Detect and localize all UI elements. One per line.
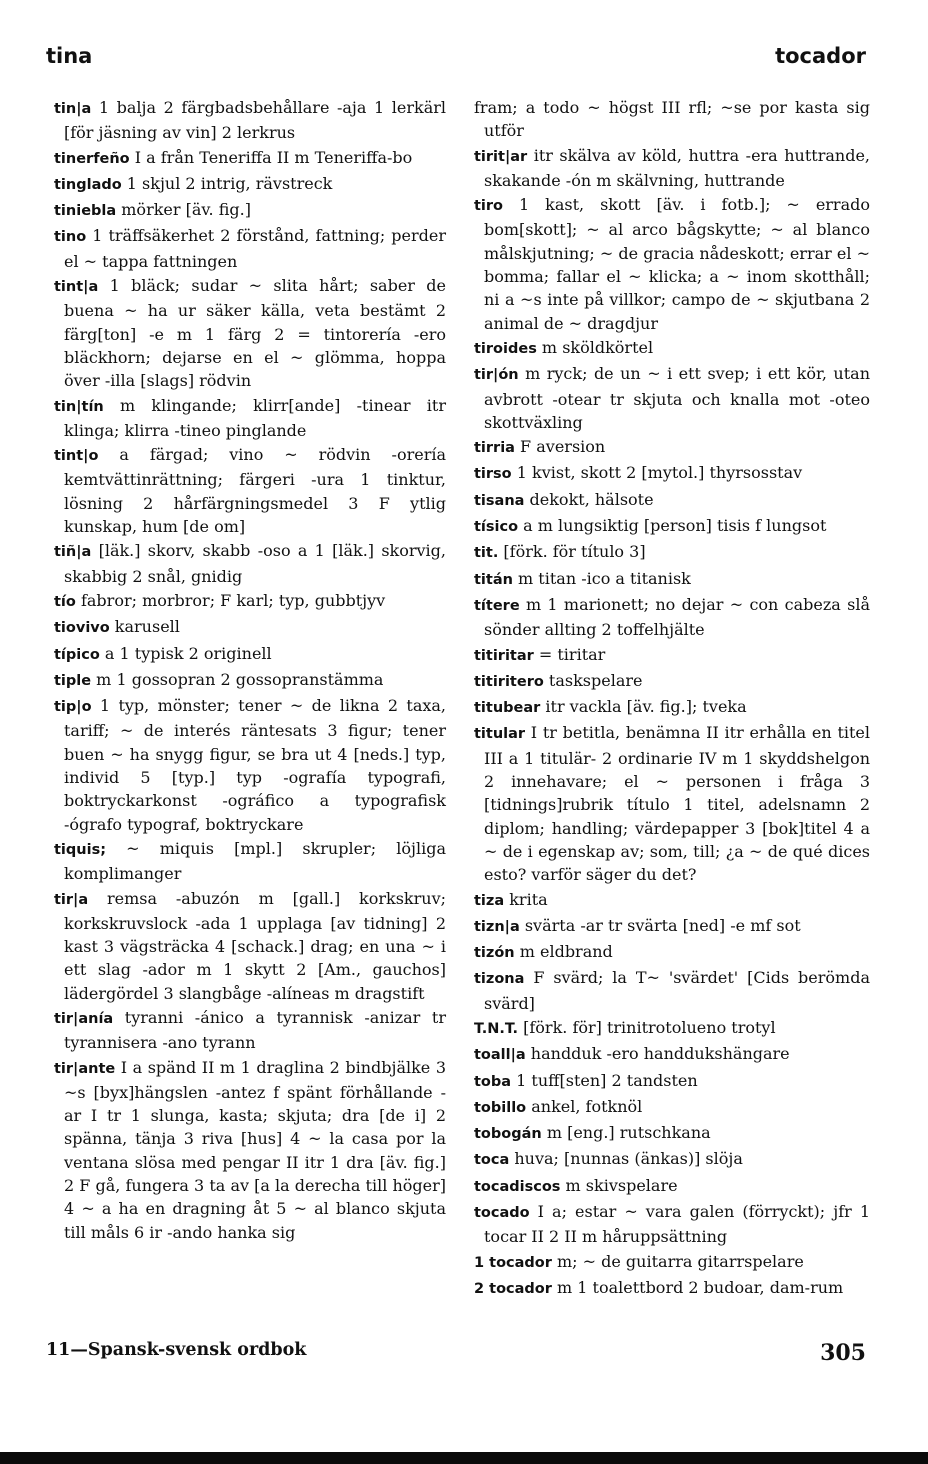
page-number: 305 (820, 1340, 866, 1366)
dictionary-entry (54, 224, 446, 273)
column-left (54, 96, 446, 1245)
dictionary-entry (474, 144, 870, 193)
dictionary-entry (54, 887, 446, 1005)
entry-definition: ankel, fotknöl (526, 1096, 643, 1116)
dictionary-entry (54, 589, 446, 614)
entry-definition: I tr betitla, benämna II itr erhålla en titel III a 1 titulär- 2 ordinarie IV m 1 skyddshelgon 2 innehavare; el ~ personen i fråga 3 [tidnings]rubrik título 1 titel, adelsnamn 2 diplom; handling; värdepapper 3 [bok]titel 4 a ~ de i egenskap av; som, till; ¿a ~ de qué dices esto? varför säger du det? (484, 723, 870, 885)
dictionary-entry (54, 146, 446, 171)
entry-definition: m sköldkörtel (536, 337, 654, 357)
dictionary-entry (474, 1200, 870, 1249)
entry-definition: itr skälva av köld, huttra -era huttrande, skakande -ón m skälvning, huttrande (484, 145, 870, 190)
dictionary-entry (474, 1069, 870, 1094)
dictionary-entry (474, 1121, 870, 1146)
entry-definition: huva; [nunnas (änkas)] slöja (509, 1149, 743, 1169)
entry-definition: a m lungsiktig [person] tisis f lungsot (518, 516, 827, 536)
entry-headword: tinerfeño (54, 150, 130, 167)
entry-definition: m skivspelare (560, 1175, 678, 1195)
entry-definition: 1 skjul 2 intrig, rävstreck (121, 173, 333, 193)
entry-definition: a 1 typisk 2 originell (99, 643, 272, 663)
entry-headword: tirria (474, 440, 515, 457)
dictionary-entry (474, 567, 870, 592)
entry-definition: m 1 marionett; no dejar ~ con cabeza slå sönder allting 2 toffelhjälte (484, 594, 870, 640)
entry-headword: tir|ón (474, 367, 519, 384)
column-right (474, 96, 870, 1302)
entry-definition: = tiritar (533, 644, 606, 664)
entry-headword: tip|o (54, 699, 92, 716)
dictionary-entry (474, 1250, 870, 1275)
entry-headword: tiza (474, 892, 505, 909)
dictionary-entry (474, 1095, 870, 1120)
entry-headword: títere (474, 597, 520, 614)
entry-definition: F svärd; la T~ 'svärdet' [Cids berömda svärd] (484, 968, 870, 1013)
dictionary-entry (474, 1276, 870, 1301)
entry-definition: a färgad; vino ~ rödvin -orería kemtvättinrättning; färgeri -ura 1 tinktur, lösning 2 hårfärgningsmedel 3 F ytlig kunskap, hum [de om] (64, 445, 446, 537)
entry-headword: tiñ|a (54, 544, 92, 561)
entry-definition: 1 träffsäkerhet 2 förstånd, fattning; perder el ~ tappa fattningen (64, 226, 446, 271)
entry-headword: tint|a (54, 279, 99, 296)
entry-headword: tiniebla (54, 203, 117, 220)
entry-headword: titiritar (474, 647, 534, 664)
entry-headword: tiquis; (54, 841, 107, 858)
dictionary-entry (474, 966, 870, 1015)
entry-definition: 1 kvist, skott 2 [mytol.] thyrsosstav (511, 463, 803, 483)
running-head-left: tina (46, 44, 93, 68)
entry-definition: I a spänd II m 1 draglina 2 bindbjälke 3 ~s [byx]hängslen -antez f spänt förhållande -ar I tr 1 slunga, kasta; skjuta; dra [de i] 2 spänna, tänja 3 riva [hus] 4 ~ la casa por la ventana slösa med pengar II itr 1 dra [äv. fig.] 2 F gå, fungera 3 ta av [a la derecha till höger] 4 ~ a ha en dragning åt 5 ~ al blanco skjuta till måls 6 ir -ando hanka sig (64, 1057, 446, 1242)
dictionary-entry (474, 940, 870, 965)
entry-headword: tizn|a (474, 918, 520, 935)
entry-definition: handduk -ero handdukshängare (525, 1044, 790, 1064)
dictionary-entry (54, 694, 446, 836)
dictionary-entry (474, 721, 870, 886)
entry-headword: tísico (474, 519, 519, 536)
entry-headword: tino (54, 229, 87, 246)
entry-headword: toca (474, 1152, 510, 1169)
entry-headword: tir|ante (54, 1060, 116, 1077)
dictionary-entry (474, 362, 870, 434)
dictionary-entry (474, 695, 870, 720)
entry-headword: T.N.T. (474, 1020, 519, 1037)
entry-definition: krita (504, 889, 548, 909)
entry-headword: tobogán (474, 1126, 542, 1143)
dictionary-entry (474, 914, 870, 939)
dictionary-entry (474, 669, 870, 694)
entry-headword: tir|a (54, 891, 89, 908)
entry-headword: tiro (474, 198, 504, 215)
entry-headword: titán (474, 571, 513, 588)
entry-definition: m 1 gossopran 2 gossopranstämma (91, 669, 384, 689)
dictionary-entry (54, 96, 446, 145)
dictionary-entry (54, 274, 446, 392)
entry-headword: toall|a (474, 1047, 526, 1064)
dictionary-entry (474, 643, 870, 668)
entry-headword: tiovivo (54, 620, 110, 637)
entry-definition: m [eng.] rutschkana (541, 1123, 711, 1143)
entry-headword: tizona (474, 971, 525, 988)
entry-headword: titubear (474, 700, 541, 717)
dictionary-entry (474, 1042, 870, 1067)
dictionary-entry (54, 539, 446, 588)
dictionary-entry (54, 394, 446, 443)
dictionary-entry (54, 1056, 446, 1244)
dictionary-entry (474, 1174, 870, 1199)
entry-definition: 1 tuff[sten] 2 tandsten (511, 1070, 698, 1090)
entry-headword: tizón (474, 945, 515, 962)
entry-headword: toba (474, 1073, 512, 1090)
entry-headword: 2 tocador (474, 1280, 552, 1297)
dictionary-entry (474, 888, 870, 913)
entry-definition: m 1 toalettbord 2 budoar, dam-rum (551, 1277, 844, 1297)
entry-headword: tirit|ar (474, 148, 528, 165)
entry-definition: remsa -abuzón m [gall.] korkskruv; korkskruvslock -ada 1 upplaga [av tidning] 2 kast 3 vägsträcka 4 [schack.] drag; en una ~ i ett slag -ador m 1 skytt 2 [Am., gauchos] lädergördel 3 slangbåge -alíneas m dragstift (64, 888, 446, 1003)
dictionary-entry (54, 443, 446, 538)
dictionary-entry (474, 488, 870, 513)
entry-definition: 1 typ, mönster; tener ~ de likna 2 taxa, tariff; ~ de interés räntesats 3 figur; tener buen ~ ha snygg figur, se bra ut 4 [neds.] typ, individ 5 [typ.] typ -ografía typografi, boktryckarkonst -ográfico a typografisk -ógrafo typograf, boktryckare (64, 696, 446, 834)
dictionary-entry (54, 837, 446, 886)
footer-book-title: 11—Spansk-svensk ordbok (46, 1340, 307, 1360)
dictionary-entry (54, 615, 446, 640)
entry-headword: 1 tocador (474, 1254, 552, 1271)
dictionary-entry (54, 668, 446, 693)
entry-definition: m ryck; de un ~ i ett svep; i ett kör, utan avbrott -otear tr skjuta och knalla mot -oteo skottväxling (484, 364, 870, 432)
running-head-right: tocador (775, 44, 866, 68)
entry-headword: típico (54, 646, 100, 663)
dictionary-entry (474, 1147, 870, 1172)
entry-headword: titiritero (474, 673, 544, 690)
entry-headword: tiple (54, 672, 92, 689)
dictionary-entry (474, 593, 870, 642)
dictionary-entry (54, 642, 446, 667)
dictionary-entry (474, 193, 870, 335)
entry-headword: tint|o (54, 448, 99, 465)
entry-definition: 1 kast, skott [äv. i fotb.]; ~ errado bom[skott]; ~ al arco bågskytte; ~ al blanco målskjutning; ~ de gracia nådeskott; errar el ~ bomma; fallar el ~ klicka; a ~ inom skotthåll; ni a ~s inte på villkor; campo de ~ skjutbana 2 animal de ~ dragdjur (484, 195, 870, 333)
entry-headword: tit. (474, 545, 499, 562)
entry-definition: tyranni -ánico a tyrannisk -anizar tr tyrannisera -ano tyrann (64, 1007, 446, 1053)
entry-definition: karusell (109, 617, 180, 637)
entry-headword: tocadiscos (474, 1178, 561, 1195)
entry-definition: [förk. för título 3] (498, 542, 646, 562)
dictionary-entry (474, 461, 870, 486)
entry-definition: [läk.] skorv, skabb -oso a 1 [läk.] skorvig, skabbig 2 snål, gnidig (64, 541, 446, 586)
entry-definition: 1 balja 2 färgbadsbehållare -aja 1 lerkärl [för jäsning av vin] 2 lerkrus (64, 98, 446, 143)
entry-headword: titular (474, 726, 526, 743)
entry-definition: 1 bläck; sudar ~ slita hårt; saber de buena ~ ha ur säker källa, veta bestämt 2 färg[ton] -e m 1 färg 2 = tintorería -ero bläckhorn; dejarse en el ~ glömma, hoppa över -illa [slags] rödvin (64, 276, 446, 391)
entry-definition: dekokt, hälsote (524, 489, 654, 509)
dictionary-entry (474, 435, 870, 460)
entry-headword: tirso (474, 466, 512, 483)
dictionary-entry (54, 1006, 446, 1055)
entry-headword: tin|tín (54, 398, 104, 415)
entry-definition: svärta -ar tr svärta [ned] -e mf sot (519, 915, 801, 935)
dictionary-entry (54, 172, 446, 197)
entry-definition: m klingande; klirr[ande] -tinear itr klinga; klirra -tineo pinglande (64, 395, 446, 440)
scan-edge-bar (0, 1452, 928, 1464)
entry-definition: m titan -ico a titanisk (512, 568, 691, 588)
dictionary-entry (474, 1016, 870, 1041)
entry-definition: fram; a todo ~ högst III rfl; ~se por kasta sig utför (474, 98, 870, 141)
dictionary-entry (474, 514, 870, 539)
entry-headword: tir|anía (54, 1010, 114, 1027)
entry-definition: m eldbrand (514, 942, 613, 962)
entry-definition: mörker [äv. fig.] (116, 200, 251, 220)
entry-headword: tío (54, 593, 76, 610)
dictionary-entry (54, 198, 446, 223)
entry-headword: tiroides (474, 340, 537, 357)
entry-definition: [förk. för] trinitrotolueno trotyl (518, 1017, 776, 1037)
entry-headword: tinglado (54, 176, 122, 193)
entry-definition: F aversion (514, 437, 606, 457)
entry-definition: taskspelare (543, 670, 643, 690)
dictionary-entry (474, 540, 870, 565)
entry-definition: I a från Teneriffa II m Teneriffa-bo (129, 147, 413, 167)
entry-definition: ~ miquis [mpl.] skrupler; löjliga komplimanger (64, 838, 446, 884)
entry-definition: itr vackla [äv. fig.]; tveka (540, 697, 747, 717)
entry-definition: I a; estar ~ vara galen (förryckt); jfr 1 tocar II 2 II m håruppsättning (484, 1202, 870, 1247)
entry-definition: fabror; morbror; F karl; typ, gubbtjyv (75, 590, 386, 610)
entry-headword: tisana (474, 492, 525, 509)
dictionary-entry (474, 336, 870, 361)
entry-definition: m; ~ de guitarra gitarrspelare (551, 1251, 804, 1271)
entry-headword: tin|a (54, 101, 92, 117)
entry-headword: tobillo (474, 1099, 527, 1116)
entry-headword: tocado (474, 1205, 530, 1222)
dictionary-entry (474, 96, 870, 143)
